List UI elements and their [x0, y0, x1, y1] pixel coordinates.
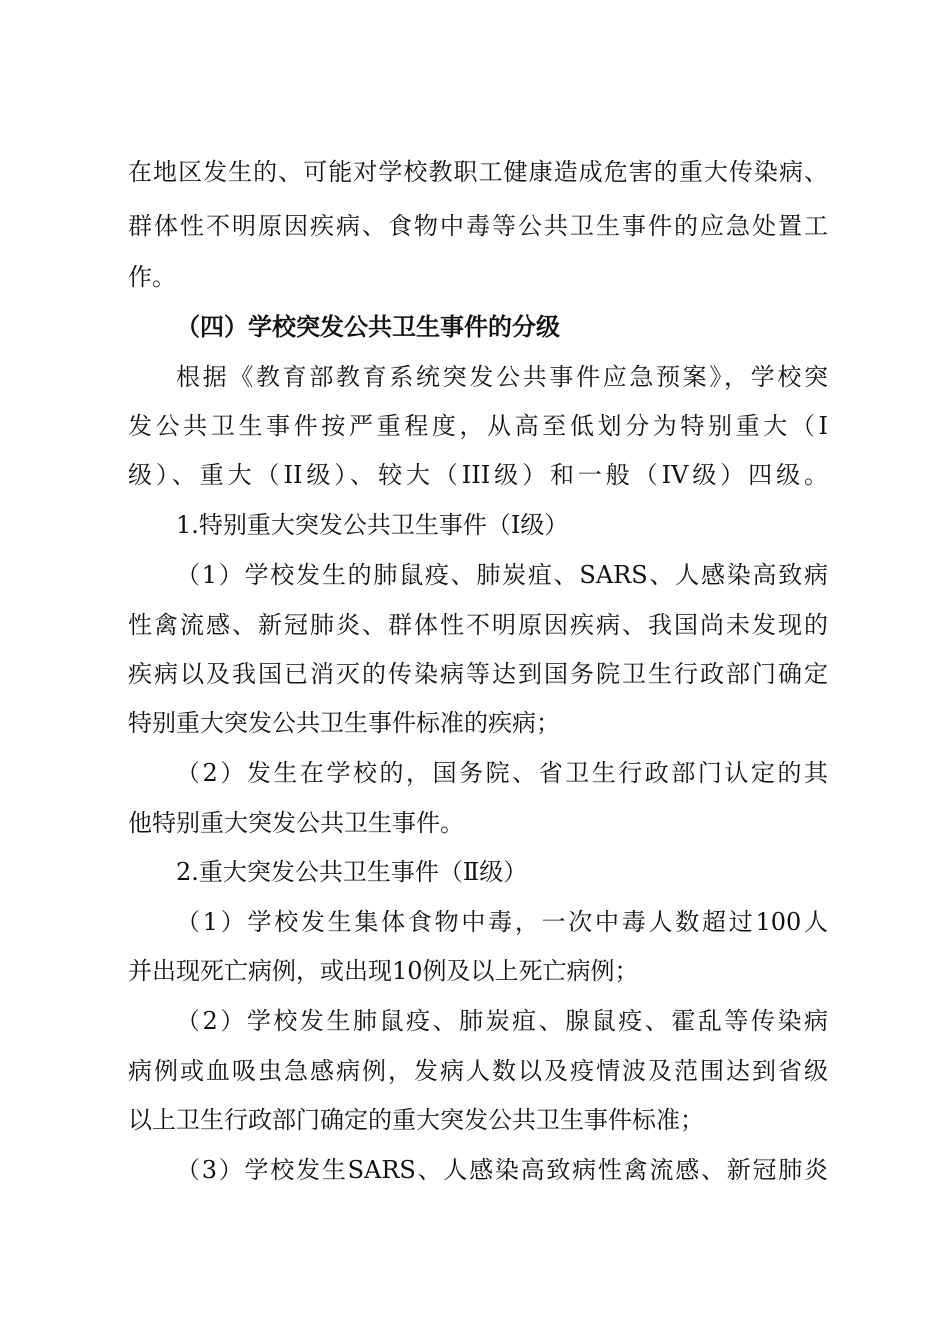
paragraph-line: 作。: [128, 263, 176, 291]
paragraph-line: 根据《教育部教育系统突发公共事件应急预案》，学校突: [176, 363, 828, 391]
paragraph-line: （2）学校发生肺鼠疫、肺炭疽、腺鼠疫、霍乱等传染病: [176, 1007, 828, 1035]
paragraph-line: 疾病以及我国已消灭的传染病等达到国务院卫生行政部门确定: [128, 660, 828, 688]
paragraph-line: 他特别重大突发公共卫生事件。: [128, 809, 464, 837]
paragraph-line: （1）学校发生的肺鼠疫、肺炭疽、SARS、人感染高致病: [176, 561, 828, 589]
subsection-heading: 2.重大突发公共卫生事件（Ⅱ级）: [176, 858, 528, 886]
paragraph-line: 并出现死亡病例，或出现10例及以上死亡病例；: [128, 957, 639, 985]
subsection-heading: 1.特别重大突发公共卫生事件（I级）: [176, 511, 569, 539]
paragraph-line: 级）、重大（II级）、较大（III级）和一般（IV级）四级。: [128, 461, 828, 489]
paragraph-line: （2）发生在学校的，国务院、省卫生行政部门认定的其: [176, 759, 828, 787]
paragraph-line: 以上卫生行政部门确定的重大突发公共卫生事件标准；: [128, 1106, 704, 1134]
section-heading: （四）学校突发公共卫生事件的分级: [176, 312, 560, 341]
paragraph-line: （3）学校发生SARS、人感染高致病性禽流感、新冠肺炎: [176, 1156, 828, 1184]
paragraph-line: 性禽流感、新冠肺炎、群体性不明原因疾病、我国尚未发现的: [128, 611, 828, 639]
paragraph-line: 特别重大突发公共卫生事件标准的疾病；: [128, 709, 560, 737]
paragraph-line: 发公共卫生事件按严重程度，从高至低划分为特别重大（I: [128, 412, 828, 440]
paragraph-line: 病例或血吸虫急感病例，发病人数以及疫情波及范围达到省级: [128, 1057, 828, 1085]
paragraph-line: 在地区发生的、可能对学校教职工健康造成危害的重大传染病、: [128, 158, 828, 186]
paragraph-line: （1）学校发生集体食物中毒，一次中毒人数超过100人: [176, 908, 828, 936]
paragraph-line: 群体性不明原因疾病、食物中毒等公共卫生事件的应急处置工: [128, 212, 828, 240]
